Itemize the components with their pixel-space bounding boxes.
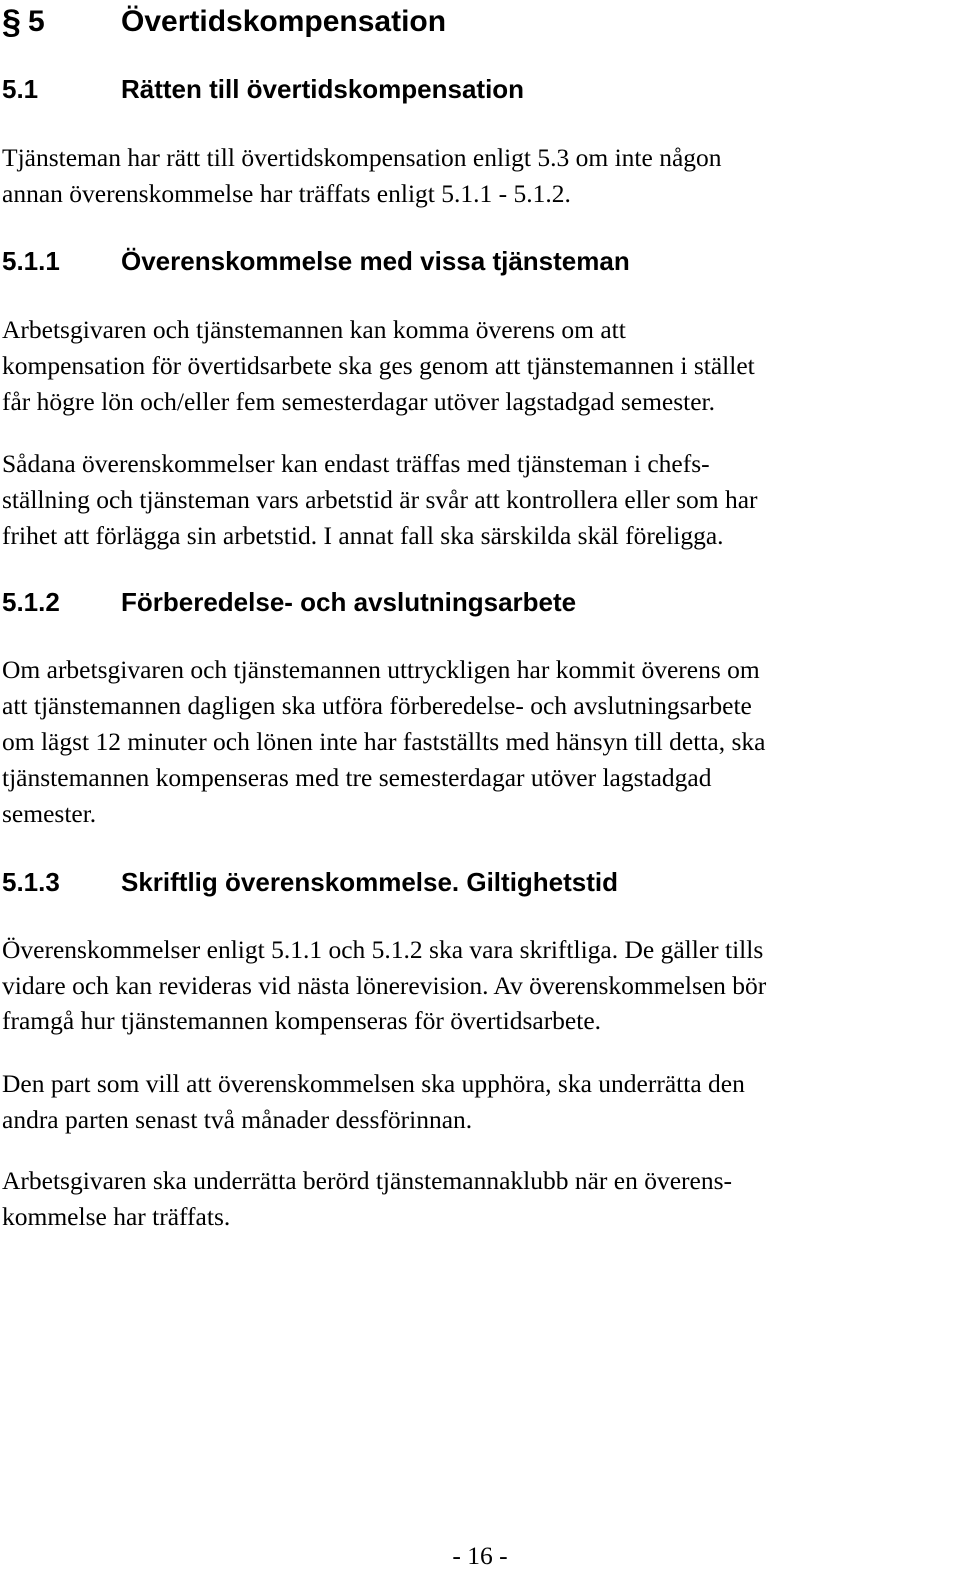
paragraph xyxy=(2,1163,952,1235)
subsection-title: Skriftlig överenskommelse. Giltighetstid xyxy=(121,867,619,897)
section-title: Övertidskompensation xyxy=(121,5,447,38)
text-line: Tjänsteman har rätt till övertidskompensation enligt 5.3 om inte någon xyxy=(2,143,722,172)
text-line: kommelse har träffats. xyxy=(2,1202,231,1231)
text-line: att tjänstemannen dagligen ska utföra förberedelse- och avslutningsarbete xyxy=(2,691,752,720)
paragraph xyxy=(2,446,952,554)
text-line: kompensation för övertidsarbete ska ges genom att tjänstemannen i stället xyxy=(2,351,755,380)
text-line: framgå hur tjänstemannen kompenseras för övertidsarbete. xyxy=(2,1006,602,1035)
text-line: ställning och tjänsteman vars arbetstid är svår att kontrollera eller som har xyxy=(2,485,758,514)
section-symbol: § xyxy=(2,3,21,41)
text-line: Arbetsgivaren och tjänstemannen kan komma överens om att xyxy=(2,315,626,344)
text-line: vidare och kan revideras vid nästa lönerevision. Av överenskommelsen bör xyxy=(2,970,767,1000)
text-line: annan överenskommelse har träffats enligt 5.1.1 - 5.1.2. xyxy=(2,179,571,208)
page-number: - 16 - xyxy=(452,1541,508,1570)
text-line: Om arbetsgivaren och tjänstemannen uttryckligen har kommit överens om xyxy=(2,655,760,684)
text-line: tjänstemannen kompenseras med tre semesterdagar utöver lagstadgad xyxy=(2,763,712,792)
text-line: frihet att förlägga sin arbetstid. I annat fall ska särskilda skäl föreligga. xyxy=(2,521,724,550)
text-line: om lägst 12 minuter och lönen inte har fastställts med hänsyn till detta, ska xyxy=(2,727,766,756)
text-line: får högre lön och/eller fem semesterdagar utöver lagstadgad semester. xyxy=(2,387,716,416)
text-line: Den part som vill att överenskommelsen ska upphöra, ska underrätta den xyxy=(2,1069,745,1098)
text-line: Sådana överenskommelser kan endast träffas med tjänsteman i chefs- xyxy=(2,449,710,478)
subsection-title: Rätten till övertidskompensation xyxy=(121,74,525,104)
paragraph xyxy=(2,652,952,832)
subsection-title: Förberedelse- och avslutningsarbete xyxy=(121,587,577,617)
text-line: Arbetsgivaren ska underrätta berörd tjänstemannaklubb när en överens- xyxy=(2,1166,733,1195)
subsection-number: 5.1.1 xyxy=(2,246,60,276)
subsection-number: 5.1.2 xyxy=(2,587,60,617)
paragraph xyxy=(2,932,952,1039)
text-line: Överenskommelser enligt 5.1.1 och 5.1.2 ska vara skriftliga. De gäller tills xyxy=(2,935,764,964)
paragraph xyxy=(2,1066,952,1138)
subsection-title: Överenskommelse med vissa tjänsteman xyxy=(121,246,630,276)
text-line: andra parten senast två månader dessförinnan. xyxy=(2,1105,473,1134)
subsection-number: 5.1 xyxy=(2,74,39,104)
paragraph xyxy=(2,312,952,420)
text-line: semester. xyxy=(2,799,97,828)
paragraph xyxy=(2,140,952,212)
subsection-number: 5.1.3 xyxy=(2,867,60,897)
section-number: 5 xyxy=(28,5,45,38)
